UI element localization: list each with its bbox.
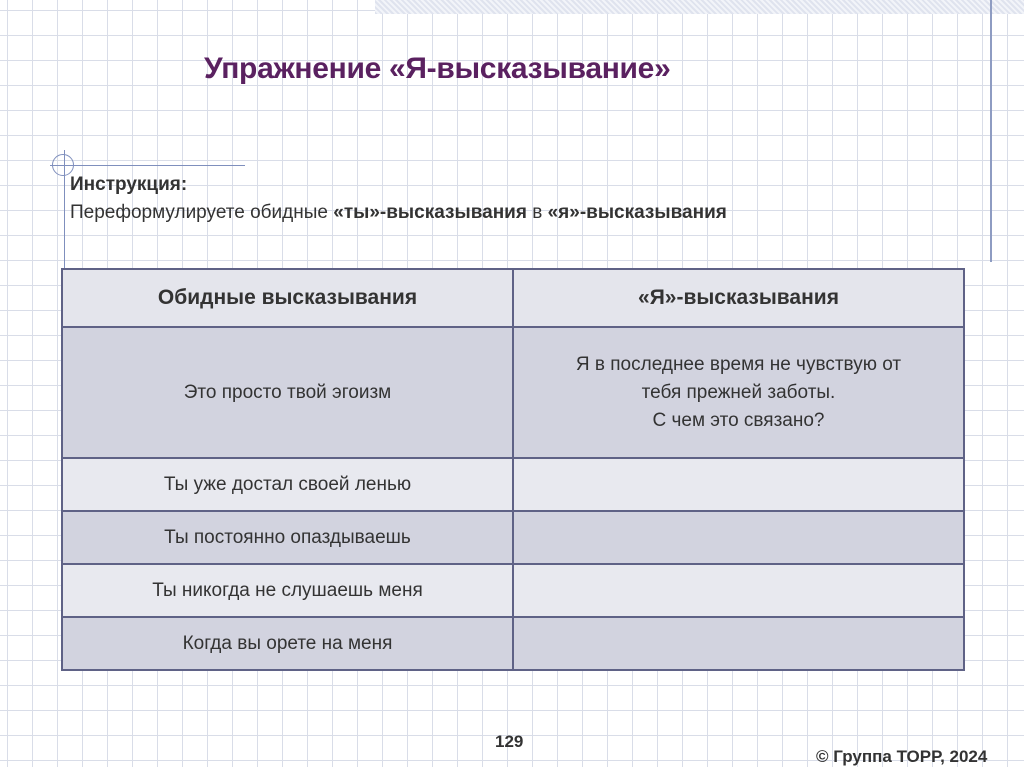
i-statement-cell-empty (513, 617, 964, 670)
copyright-notice: © Группа ТОРР, 2024 (816, 747, 988, 766)
column-header-offensive: Обидные высказывания (62, 269, 513, 327)
offensive-statement-cell: Ты постоянно опаздываешь (62, 511, 513, 564)
table-row (62, 327, 964, 458)
i-statement-cell-empty (513, 511, 964, 564)
page-number: 129 (495, 732, 524, 751)
table-row (62, 564, 964, 617)
offensive-statement-cell: Ты никогда не слушаешь меня (62, 564, 513, 617)
decorative-crosshair-horizontal (50, 165, 245, 166)
top-decorative-band (375, 0, 1024, 14)
i-statement-cell-empty (513, 564, 964, 617)
table-row (62, 458, 964, 511)
offensive-statement-cell: Ты уже достал своей ленью (62, 458, 513, 511)
table-row (62, 617, 964, 670)
instruction-text-prefix: Переформулируете обидные (70, 202, 334, 223)
offensive-statement-cell: Когда вы орете на меня (62, 617, 513, 670)
instruction-text-middle: в (526, 202, 548, 223)
i-statement-cell-empty (513, 458, 964, 511)
right-decorative-line (990, 0, 992, 262)
instruction-heading: Инструкция: (70, 174, 188, 195)
exercise-table (61, 268, 965, 671)
slide-title: Упражнение «Я-высказывание» (204, 52, 671, 85)
table-row (62, 511, 964, 564)
instruction-bold-you-statements: «ты»-высказывания (333, 202, 527, 223)
column-header-i-statements: «Я»-высказывания (513, 269, 964, 327)
instruction-bold-i-statements: «я»-высказывания (547, 202, 727, 223)
offensive-statement-cell: Это просто твой эгоизм (62, 327, 513, 458)
decorative-circle-icon (52, 154, 74, 176)
i-statement-cell (513, 327, 964, 458)
i-statement-line: Я в последнее время не чувствую от (575, 353, 902, 375)
i-statement-line: С чем это связано? (652, 409, 825, 431)
i-statement-line: тебя прежней заботы. (641, 381, 836, 403)
instruction-text (70, 202, 727, 224)
table-header-row (62, 269, 964, 327)
